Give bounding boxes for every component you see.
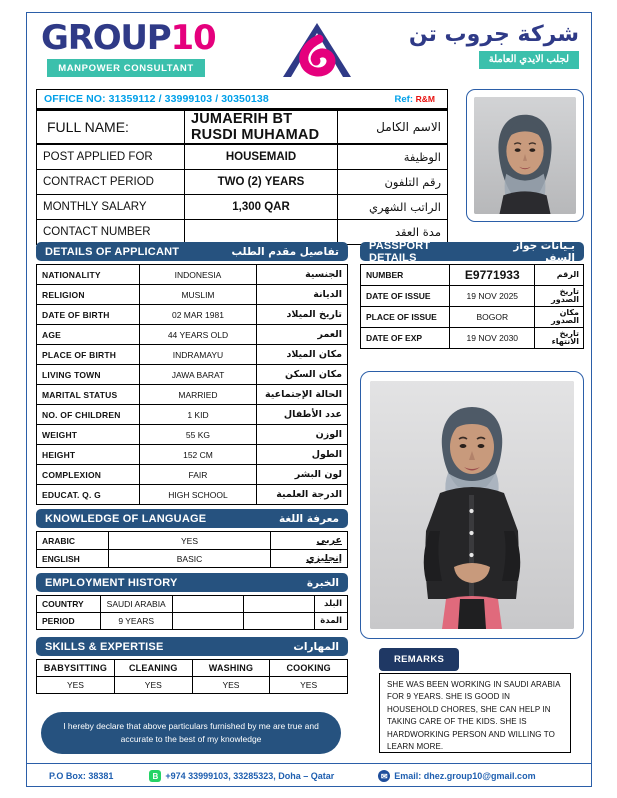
table-row	[37, 677, 348, 694]
table-row	[37, 194, 448, 219]
contact-value	[185, 219, 338, 244]
row-value: 152 CM	[139, 445, 257, 465]
row-value	[243, 613, 314, 630]
employment-history-table	[36, 595, 348, 630]
row-arabic: البلد	[315, 596, 348, 613]
row-arabic: مكان السكن	[257, 365, 348, 385]
applicant-details-table	[36, 264, 348, 505]
post-label: POST APPLIED FOR	[37, 144, 185, 169]
table-row	[37, 405, 348, 425]
row-value: 19 NOV 2025	[450, 286, 535, 307]
skill-value: YES	[192, 677, 270, 694]
footer-divider	[27, 763, 591, 764]
table-header-row	[37, 660, 348, 677]
section-header-language	[36, 509, 348, 528]
row-label: ARABIC	[37, 532, 109, 550]
table-row	[37, 465, 348, 485]
row-label: PLACE OF ISSUE	[361, 307, 450, 328]
skill-header: WASHING	[192, 660, 270, 677]
passport-section-title-arabic: بـيانات جواز السفر	[513, 239, 575, 264]
table-row	[37, 365, 348, 385]
table-row	[361, 307, 584, 328]
row-value: 1 KID	[139, 405, 257, 425]
ref-label: Ref:	[394, 93, 413, 105]
arabic-title: شركة جروب تن	[408, 22, 579, 47]
applicant-full-body-photo	[370, 381, 574, 629]
row-label: COMPLEXION	[37, 465, 140, 485]
row-arabic: الرقم	[535, 265, 584, 286]
row-arabic: لون البشر	[257, 465, 348, 485]
section-header-passport	[360, 239, 584, 264]
language-table	[36, 531, 348, 568]
table-row	[37, 285, 348, 305]
row-arabic: المدة	[315, 613, 348, 630]
whatsapp-icon: B	[149, 770, 161, 782]
row-arabic: إنجليزي	[271, 550, 348, 568]
skill-value: YES	[37, 677, 115, 694]
fullname-label: FULL NAME:	[37, 110, 185, 144]
row-value: 19 NOV 2030	[450, 328, 535, 349]
row-label: DATE OF BIRTH	[37, 305, 140, 325]
row-label: NUMBER	[361, 265, 450, 286]
applicant-section-title: DETAILS OF APPLICANT	[45, 245, 180, 258]
contract-value: TWO (2) YEARS	[185, 169, 338, 194]
row-arabic: مكان الميلاد	[257, 345, 348, 365]
row-label: RELIGION	[37, 285, 140, 305]
table-row	[37, 305, 348, 325]
skill-header: BABYSITTING	[37, 660, 115, 677]
fullname-arabic: الاسم الكامل	[338, 110, 448, 144]
row-value: FAIR	[139, 465, 257, 485]
row-arabic: الوزن	[257, 425, 348, 445]
section-header-skills	[36, 637, 348, 656]
row-label: PERIOD	[37, 613, 101, 630]
reference-code	[395, 94, 435, 105]
row-value: BOGOR	[450, 307, 535, 328]
salary-value: 1,300 QAR	[185, 194, 338, 219]
document-footer	[27, 765, 591, 787]
applicant-section-title-arabic: تفاصيل مقدم الطلب	[231, 245, 339, 258]
row-arabic: الطول	[257, 445, 348, 465]
post-arabic: الوظيفة	[338, 144, 448, 169]
table-row	[361, 286, 584, 307]
section-header-applicant	[36, 242, 348, 261]
row-value: YES	[108, 532, 270, 550]
table-row	[37, 596, 348, 613]
row-label: LIVING TOWN	[37, 365, 140, 385]
full-body-photo-frame	[360, 371, 584, 639]
skills-table	[36, 659, 348, 694]
row-arabic: تاريخ الميلاد	[257, 305, 348, 325]
applicant-summary-table	[36, 109, 448, 245]
row-value	[243, 596, 314, 613]
company-logo	[41, 18, 241, 77]
table-row	[37, 425, 348, 445]
skill-header: COOKING	[270, 660, 348, 677]
arabic-company-name	[409, 23, 579, 69]
row-value: 44 YEARS OLD	[139, 325, 257, 345]
remarks-badge: REMARKS	[379, 648, 459, 671]
table-row	[37, 532, 348, 550]
footer-phone	[149, 770, 334, 782]
remarks-text: SHE WAS BEEN WORKING IN SAUDI ARABIA FOR 9 YEARS. SHE IS GOOD IN HOUSEHOLD CHORES, SHE CAN HELP IN TAKING CARE OF THE KIDS. SHE IS HARDWORKING PERSON AND WILLING TO LEARN MORE.	[379, 673, 571, 753]
row-label: DATE OF EXP	[361, 328, 450, 349]
row-value	[172, 596, 243, 613]
row-label: HEIGHT	[37, 445, 140, 465]
table-row	[37, 325, 348, 345]
salary-arabic: الراتب الشهري	[338, 194, 448, 219]
employment-section-title-arabic: الخبرة	[306, 576, 339, 589]
contract-label: CONTRACT PERIOD	[37, 169, 185, 194]
row-arabic: العمر	[257, 325, 348, 345]
ref-value: R&M	[415, 93, 435, 104]
table-row	[361, 265, 584, 286]
row-arabic: مكان الصدور	[535, 307, 584, 328]
row-value: 55 KG	[139, 425, 257, 445]
row-label: NATIONALITY	[37, 265, 140, 285]
row-arabic: الجنسية	[257, 265, 348, 285]
skills-section-title: SKILLS & EXPERTISE	[45, 640, 164, 653]
contact-label: CONTACT NUMBER	[37, 219, 185, 244]
row-label: NO. OF CHILDREN	[37, 405, 140, 425]
row-value: BASIC	[108, 550, 270, 568]
row-label: ENGLISH	[37, 550, 109, 568]
row-value: HIGH SCHOOL	[139, 485, 257, 505]
logo-tagline: MANPOWER CONSULTANT	[47, 59, 205, 77]
skill-value: YES	[270, 677, 348, 694]
row-value: 9 YEARS	[100, 613, 172, 630]
row-value: 02 MAR 1981	[139, 305, 257, 325]
table-row	[37, 144, 448, 169]
arabic-tagline: لجلب الايدي العاملة	[479, 51, 579, 69]
applicant-passport-photo	[474, 97, 576, 214]
droplet-logo-icon	[279, 19, 355, 81]
salary-label: MONTHLY SALARY	[37, 194, 185, 219]
row-arabic: الدرجة العلمية	[257, 485, 348, 505]
language-section-title: KNOWLEDGE OF LANGUAGE	[45, 512, 207, 525]
table-row	[37, 445, 348, 465]
table-row	[37, 550, 348, 568]
employment-section-title: EMPLOYMENT HISTORY	[45, 576, 178, 589]
table-row	[37, 485, 348, 505]
footer-email-text: Email: dhez.group10@gmail.com	[394, 771, 536, 781]
table-row	[37, 613, 348, 630]
language-section-title-arabic: معرفة اللغة	[279, 512, 339, 525]
post-value: HOUSEMAID	[185, 144, 338, 169]
office-number: OFFICE NO: 31359112 / 33999103 / 30350138	[44, 93, 269, 105]
email-icon: ✉	[378, 770, 390, 782]
passport-section-title: PASSPORT DETAILS	[369, 239, 431, 264]
row-label: EDUCAT. Q. G	[37, 485, 140, 505]
contract-arabic: رقم التلفون	[338, 169, 448, 194]
document-header	[27, 13, 591, 85]
logo-wordmark	[41, 18, 241, 58]
office-number-bar	[36, 89, 448, 109]
row-value	[172, 613, 243, 630]
passport-details-table	[360, 264, 584, 349]
row-value: MUSLIM	[139, 285, 257, 305]
row-value: MARRIED	[139, 385, 257, 405]
row-arabic: تاريخ الصدور	[535, 286, 584, 307]
footer-phone-text: +974 33999103, 33285323, Doha – Qatar	[165, 771, 335, 781]
footer-email	[378, 770, 535, 782]
row-label: MARITAL STATUS	[37, 385, 140, 405]
footer-pobox: P.O Box: 38381	[49, 771, 114, 781]
table-row	[37, 385, 348, 405]
table-row	[361, 328, 584, 349]
row-label: DATE OF ISSUE	[361, 286, 450, 307]
row-label: AGE	[37, 325, 140, 345]
row-arabic: عدد الأطفال	[257, 405, 348, 425]
row-label: COUNTRY	[37, 596, 101, 613]
row-arabic: عربي	[271, 532, 348, 550]
row-value: INDRAMAYU	[139, 345, 257, 365]
row-arabic: الديانة	[257, 285, 348, 305]
skill-value: YES	[114, 677, 192, 694]
declaration-statement: I hereby declare that above particulars furnished by me are true and accurate to the best of my knowledge	[41, 712, 341, 754]
passport-photo-frame	[466, 89, 584, 222]
row-value: INDONESIA	[139, 265, 257, 285]
passport-number-value: E9771933	[450, 265, 535, 286]
table-row	[37, 169, 448, 194]
table-row-fullname	[37, 110, 448, 144]
row-value: JAWA BARAT	[139, 365, 257, 385]
skill-header: CLEANING	[114, 660, 192, 677]
logo-text: GROUP	[41, 18, 171, 58]
row-arabic: تاريخ الانتهاء	[535, 328, 584, 349]
section-header-employment	[36, 573, 348, 592]
row-value: SAUDI ARABIA	[100, 596, 172, 613]
logo-number: 10	[170, 18, 216, 58]
row-label: PLACE OF BIRTH	[37, 345, 140, 365]
contact-arabic: مدة العقد	[338, 219, 448, 244]
table-row	[37, 265, 348, 285]
row-label: WEIGHT	[37, 425, 140, 445]
fullname-value: JUMAERIH BT RUSDI MUHAMAD	[185, 110, 338, 144]
skills-section-title-arabic: المهارات	[293, 640, 339, 653]
table-row	[37, 345, 348, 365]
row-arabic: الحالة الإجتماعية	[257, 385, 348, 405]
